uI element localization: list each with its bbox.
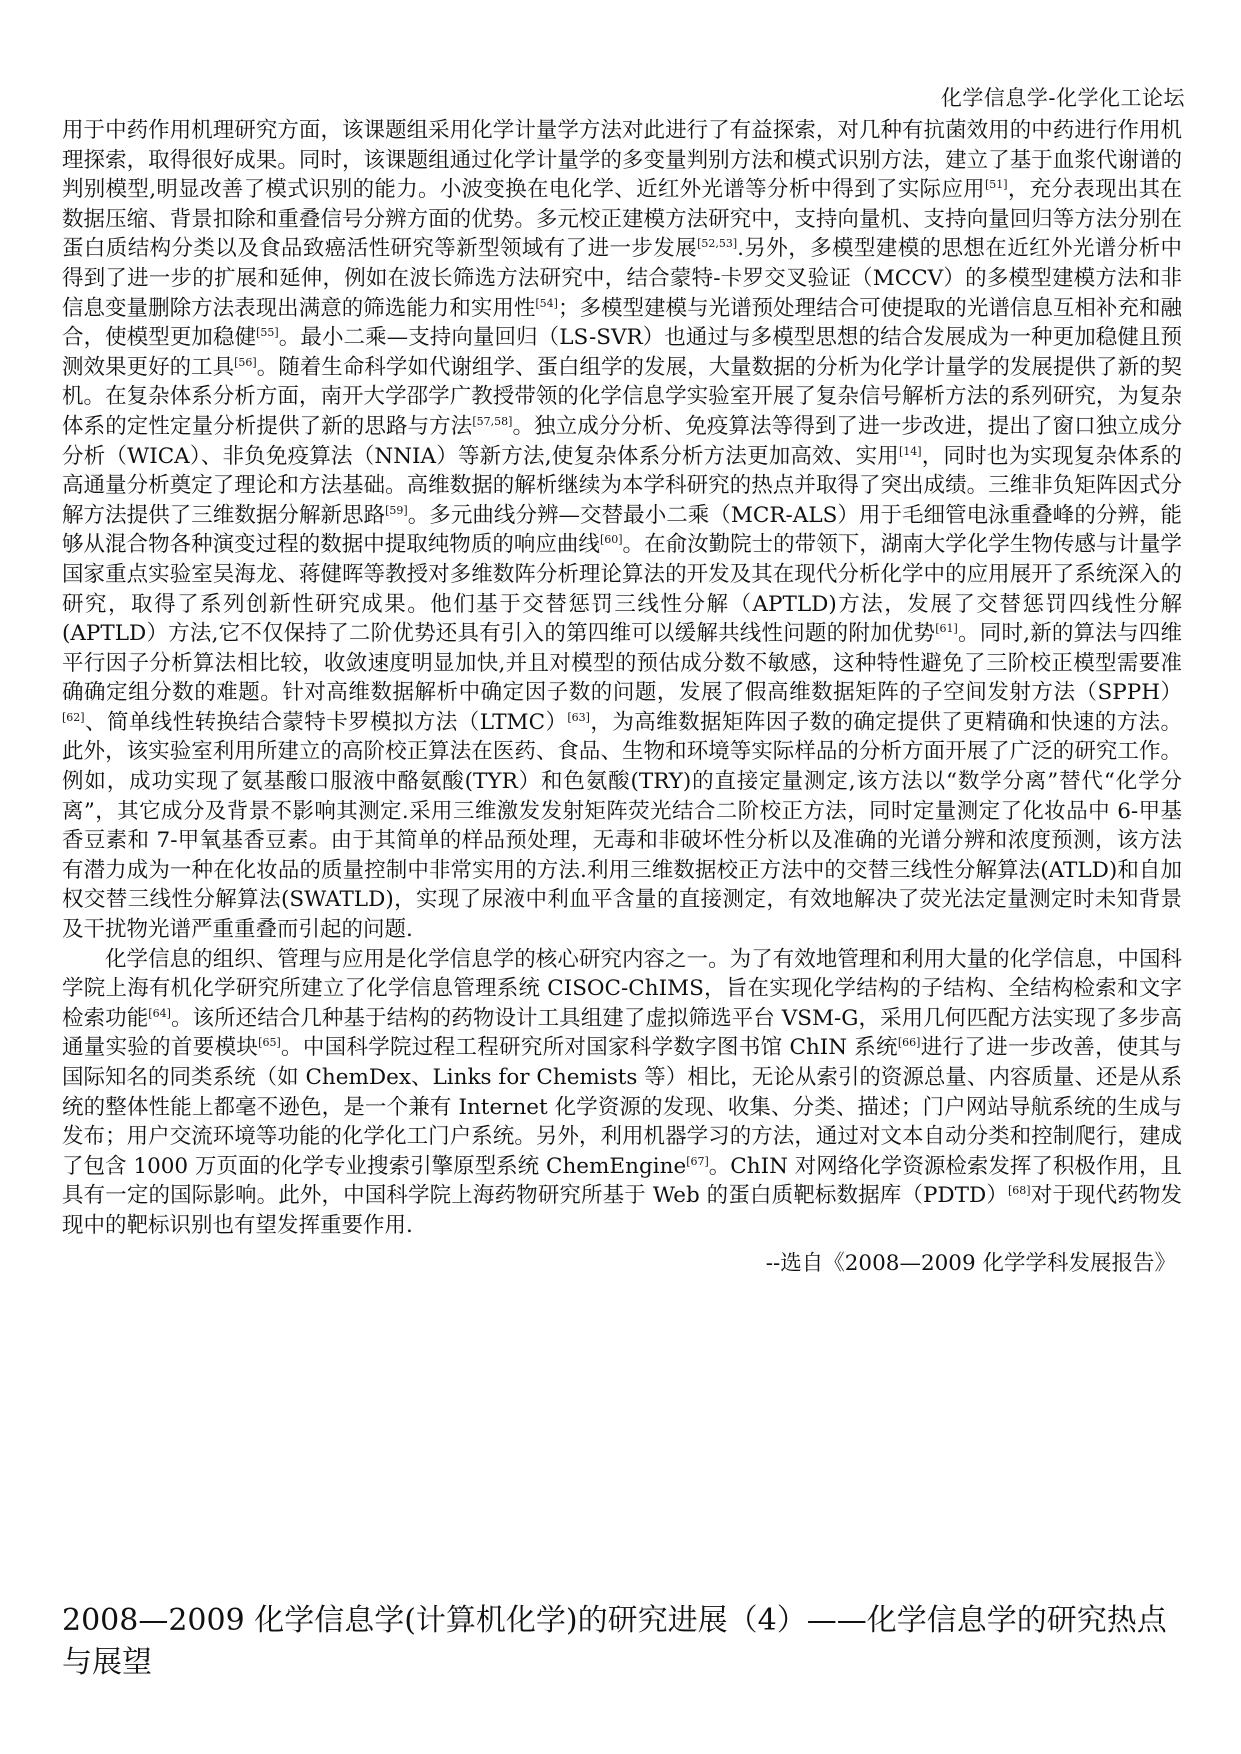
citation-60: [60] (599, 533, 623, 547)
source-attribution: --选自《2008—2009 化学学科发展报告》 (765, 1250, 1176, 1276)
article-body (62, 116, 1182, 1278)
citation-51: [51] (984, 178, 1008, 192)
citation-55: [55] (256, 326, 279, 340)
citation-62: [62] (62, 710, 85, 724)
citation-52-53: [52,53] (697, 237, 738, 251)
paragraph-information-management: 化学信息的组织、管理与应用是化学信息学的核心研究内容之一。为了有效地管理和利用大量的化学信息，中国科学院上海有机化学研究所建立了化学信息管理系统 CISOC-ChIMS，旨在实现化学结构的子结构、全结构检索和文字检索功能[64]。该所还结合几种基于结构的药物设计工具组建了虚拟筛选平台 VSM-G，采用几何匹配方法实现了多步高通量实验的首要模块[65]。中国科学院过程工程研究所对国家科学数字图书馆 ChIN 系统[66]进行了进一步改善，使其与国际知名的同类系统（如 ChemDex、Links for Chemists 等）相比，无论从索引的资源总量、内容质量、还是从系统的整体性能上都毫不逊色，是一个兼有 Internet 化学资源的发现、收集、分类、描述；门户网站导航系统的生成与发布；用户交流环境等功能的化学化工门户系统。另外，利用机器学习的方法，通过对文本自动分类和控制爬行，建成了包含 1000 万页面的化学专业搜索引擎原型系统 ChemEngine[67]。ChIN 对网络化学资源检索发挥了积极作用，且具有一定的国际影响。此外，中国科学院上海药物研究所基于 Web 的蛋白质靶标数据库（PDTD）[68]对于现代药物发现中的靶标识别也有望发挥重要作用. (62, 946, 1182, 1238)
citation-56: [56] (234, 355, 257, 369)
citation-57-58: [57,58] (472, 414, 513, 428)
citation-66: [66] (897, 1036, 921, 1050)
citation-65: [65] (258, 1036, 281, 1050)
paragraph-chemometrics: 用于中药作用机理研究方面，该课题组采用化学计量学方法对此进行了有益探索，对几种有抗菌效用的中药进行作用机理探索，取得很好成果。同时，该课题组通过化学计量学的多变量判别方法和模式识别方法，建立了基于血浆代谢谱的判别模型,明显改善了模式识别的能力。小波变换在电化学、近红外光谱等分析中得到了实际应用[51]，充分表现出其在数据压缩、背景扣除和重叠信号分辨方面的优势。多元校正建模方法研究中，支持向量机、支持向量回归等方法分别在蛋白质结构分类以及食品致癌活性研究等新型领域有了进一步发展[52,53].另外，多模型建模的思想在近红外光谱分析中得到了进一步的扩展和延伸，例如在波长筛选方法研究中，结合蒙特-卡罗交叉验证（MCCV）的多模型建模方法和非信息变量删除方法表现出满意的筛选能力和实用性[54]；多模型建模与光谱预处理结合可使提取的光谱信息互相补充和融合，使模型更加稳健[55]。最小二乘—支持向量回归（LS-SVR）也通过与多模型思想的结合发展成为一种更加稳健且预测效果更好的工具[56]。随着生命科学如代谢组学、蛋白组学的发展，大量数据的分析为化学计量学的发展提供了新的契机。在复杂体系分析方面，南开大学邵学广教授带领的化学信息学实验室开展了复杂信号解析方法的系列研究，为复杂体系的定性定量分析提供了新的思路与方法[57,58]。独立成分分析、免疫算法等得到了进一步改进，提出了窗口独立成分分析（WICA）、非负免疫算法（NNIA）等新方法,使复杂体系分析方法更加高效、实用[14]，同时也为实现复杂体系的高通量分析奠定了理论和方法基础。高维数据的解析继续为本学科研究的热点并取得了突出成绩。三维非负矩阵因式分解方法提供了三维数据分解新思路[59]。多元曲线分辨—交替最小二乘（MCR-ALS）用于毛细管电泳重叠峰的分辨，能够从混合物各种演变过程的数据中提取纯物质的响应曲线[60]。在俞汝勤院士的带领下，湖南大学化学生物传感与计量学国家重点实验室吴海龙、蒋健晖等教授对多维数阵分析理论算法的开发及其在现代分析化学中的应用展开了系统深入的研究，取得了系列创新性研究成果。他们基于交替惩罚三线性分解（APTLD)方法，发展了交替惩罚四线性分解(APTLD）方法,它不仅保持了二阶优势还具有引入的第四维可以缓解共线性问题的附加优势[61]。同时,新的算法与四维平行因子分析算法相比较，收敛速度明显加快,并且对模型的预估成分数不敏感，这种特性避免了三阶校正模型需要准确确定组分数的难题。针对高维数据解析中确定因子数的问题，发展了假高维数据矩阵的子空间发射方法（SPPH）[62]、简单线性转换结合蒙特卡罗模拟方法（LTMC）[63]，为高维数据矩阵因子数的确定提供了更精确和快速的方法。此外，该实验室利用所建立的高阶校正算法在医药、食品、生物和环境等实际样品的分析方面开展了广泛的研究工作。例如，成功实现了氨基酸口服液中酪氨酸(TYR）和色氨酸(TRY)的直接定量测定,该方法以“数学分离”替代“化学分离”，其它成分及背景不影响其测定.采用三维激发发射矩阵荧光结合二阶校正方法，同时定量测定了化妆品中 6-甲基香豆素和 7-甲氧基香豆素。由于其简单的样品预处理，无毒和非破坏性分析以及准确的光谱分辨和浓度预测，该方法有潜力成为一种在化妆品的质量控制中非常实用的方法.利用三维数据校正方法中的交替三线性分解算法(ATLD)和自加权交替三线性分解算法(SWATLD)，实现了尿液中利血平含量的直接测定，有效地解决了荧光法定量测定时未知背景及干扰物光谱严重重叠而引起的问题. (62, 118, 1183, 943)
citation-68: [68] (1008, 1184, 1031, 1198)
citation-67: [67] (686, 1154, 709, 1168)
citation-14: [14] (898, 444, 922, 458)
next-article-title: 2008—2009 化学信息学(计算机化学)的研究进展（4）——化学信息学的研究热点与展望 (62, 1603, 1167, 1680)
citation-61: [61] (935, 622, 958, 636)
citation-63: [63] (567, 710, 590, 724)
page-header: 化学信息学-化学化工论坛 (940, 86, 1185, 110)
citation-59: [59] (385, 503, 408, 517)
citation-64: [64] (148, 1006, 171, 1020)
citation-54: [54] (535, 296, 558, 310)
